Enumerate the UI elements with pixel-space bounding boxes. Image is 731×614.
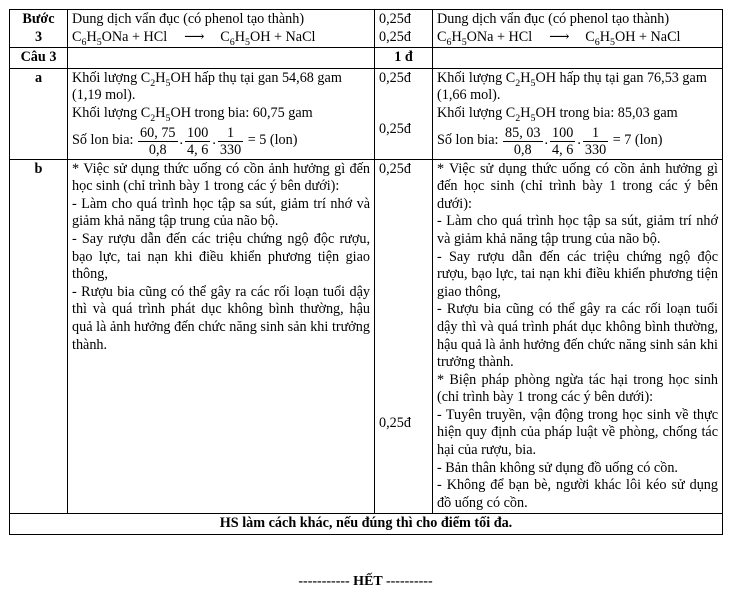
- denominator: 330: [219, 141, 242, 158]
- row-step3: [10, 10, 723, 48]
- right-a-line1: Khối lượng $C_2H_5OH$ hấp thụ tại gan 76,53 gam (1,66 mol).: [437, 69, 707, 104]
- empty-cell: [68, 48, 375, 69]
- reaction-rhs: $C_6H_5OH$ + NaCl: [220, 28, 316, 48]
- answer-paragraph: - Tuyên truyền, vận động trong học sinh về thực hiện quy định của pháp luật về phòng, chống tác hại của rượu, bia.: [437, 406, 718, 459]
- reaction-arrow-icon: ⟶: [184, 28, 204, 45]
- right-a-formula: Số lon bia: $\frac{85, 03}{0,8}$ . $\frac{100}{4, 6}$ . $\frac{1}{330}$ = 7 (lon): [437, 124, 663, 158]
- points-value: 0,25đ: [379, 28, 411, 45]
- right-reaction: [437, 29, 718, 47]
- formula-result: = 5 (lon): [247, 132, 298, 149]
- points-value: 0,25đ: [379, 69, 411, 86]
- label-cau3: Câu 3: [10, 48, 68, 69]
- right-step3-cell: [433, 10, 723, 48]
- fraction: [503, 125, 542, 158]
- reaction-rhs: $C_6H_5OH$ + NaCl: [585, 28, 681, 48]
- answer-key-table: [9, 9, 723, 535]
- fraction: [138, 125, 177, 158]
- left-a-cell: [68, 68, 375, 159]
- answer-paragraph: - Rượu bia cũng có thể gây ra các rối loạn tuổi dậy thì và quá trình phát dục không bình thường, hậu quả là ảnh hưởng đến chức năng sinh sản khi trưởng thành.: [437, 301, 718, 371]
- footer-note: HS làm cách khác, nếu đúng thì cho điểm tối đa.: [10, 514, 723, 535]
- fraction: [550, 125, 575, 158]
- label-buoc3: [10, 10, 68, 48]
- points-value: 0,25đ: [379, 11, 411, 27]
- numerator: 1: [218, 125, 243, 142]
- denominator: 330: [584, 141, 607, 158]
- right-step3-text: Dung dịch vẩn đục (có phenol tạo thành): [437, 11, 670, 27]
- points-a: [375, 68, 433, 159]
- denominator: 0,8: [513, 141, 532, 158]
- answer-paragraph: - Rượu bia cũng có thể gây ra các rối loạn tuổi dậy thì và quá trình phát dục không bình thường, hậu quả là ảnh hưởng đến chức năng sinh sản khi trưởng thành.: [72, 283, 370, 353]
- formula-prefix: Số lon bia:: [72, 132, 134, 149]
- numerator: 1: [583, 125, 608, 142]
- numerator: 85, 03: [505, 124, 541, 141]
- denominator: 4, 6: [187, 141, 209, 158]
- fraction: [185, 125, 210, 158]
- row-cau3: [10, 48, 723, 69]
- end-marker: [0, 574, 731, 590]
- label-b: b: [10, 159, 68, 514]
- answer-paragraph: - Bản thân không sử dụng đồ uống có cồn.: [437, 459, 678, 476]
- left-b-cell: [68, 159, 375, 514]
- reaction-lhs: $C_6H_5ONa$ + HCl: [72, 28, 168, 48]
- answer-paragraph: - Làm cho quá trình học tập sa sút, giảm trí nhớ và giảm khả năng tập trung của não bộ.: [437, 213, 718, 247]
- reaction-arrow-icon: ⟶: [549, 28, 569, 45]
- denominator: 0,8: [148, 141, 167, 158]
- numerator: 60, 75: [140, 124, 176, 141]
- empty-cell: [433, 48, 723, 69]
- numerator: 100: [187, 124, 209, 141]
- left-a-line2: Khối lượng $C_2H_5OH$ trong bia: 60,75 gam: [72, 104, 313, 124]
- fraction: [218, 125, 243, 158]
- left-step3-cell: [68, 10, 375, 48]
- answer-paragraph: * Biện pháp phòng ngừa tác hại trong học sinh (chỉ trình bày 1 trong các ý bên dưới):: [437, 371, 718, 406]
- denominator: 4, 6: [552, 141, 574, 158]
- fraction: [583, 125, 608, 158]
- label-a: a: [10, 68, 68, 159]
- answer-paragraph: * Việc sử dụng thức uống có cồn ảnh hưởng gì đến học sinh (chỉ trình bày 1 trong các ý bên dưới):: [437, 160, 718, 212]
- points-value: 0,25đ: [379, 415, 411, 432]
- points-cau3: 1 đ: [375, 48, 433, 69]
- right-b-cell: [433, 159, 723, 514]
- right-a-line2: Khối lượng $C_2H_5OH$ trong bia: 85,03 gam: [437, 104, 678, 124]
- formula-prefix: Số lon bia:: [437, 132, 499, 149]
- answer-paragraph: - Say rượu dẫn đến các triệu chứng ngộ độc rượu, bạo lực, tai nạn khi điều khiển phương tiện giao thông,: [72, 230, 370, 283]
- left-reaction: [72, 29, 370, 47]
- answer-paragraph: - Làm cho quá trình học tập sa sút, giảm trí nhớ và giảm khả năng tập trung của não bộ.: [72, 195, 370, 230]
- left-a-line1: Khối lượng $C_2H_5OH$ hấp thụ tại gan 54,68 gam (1,19 mol).: [72, 69, 342, 104]
- points-value: 0,25đ: [379, 160, 411, 177]
- formula-result: = 7 (lon): [612, 132, 663, 149]
- left-step3-text: Dung dịch vẩn đục (có phenol tạo thành): [72, 11, 305, 27]
- points-step3: [375, 10, 433, 48]
- points-b: [375, 159, 433, 514]
- end-marker-text: ----------- HẾT ----------: [298, 574, 433, 589]
- answer-paragraph: - Không để bạn bè, người khác lôi kéo sử dụng đồ uống có cồn.: [437, 477, 718, 511]
- label-line: 3: [34, 28, 43, 45]
- reaction-lhs: $C_6H_5ONa$ + HCl: [437, 28, 533, 48]
- answer-paragraph: - Say rượu dẫn đến các triệu chứng ngộ độc rượu, bạo lực, tai nạn khi điều khiển phương tiện giao thông,: [437, 248, 718, 300]
- right-a-cell: [433, 68, 723, 159]
- numerator: 100: [552, 124, 574, 141]
- answer-paragraph: * Việc sử dụng thức uống có cồn ảnh hưởng gì đến học sinh (chỉ trình bày 1 trong các ý bên dưới):: [72, 160, 370, 195]
- row-b: [10, 159, 723, 514]
- row-a: [10, 68, 723, 159]
- left-a-formula: Số lon bia: $\frac{60, 75}{0,8}$ . $\frac{100}{4, 6}$ . $\frac{1}{330}$ = 5 (lon): [72, 124, 298, 158]
- row-footer: [10, 514, 723, 535]
- label-line: Bước: [22, 11, 55, 27]
- points-value: 0,25đ: [379, 121, 411, 138]
